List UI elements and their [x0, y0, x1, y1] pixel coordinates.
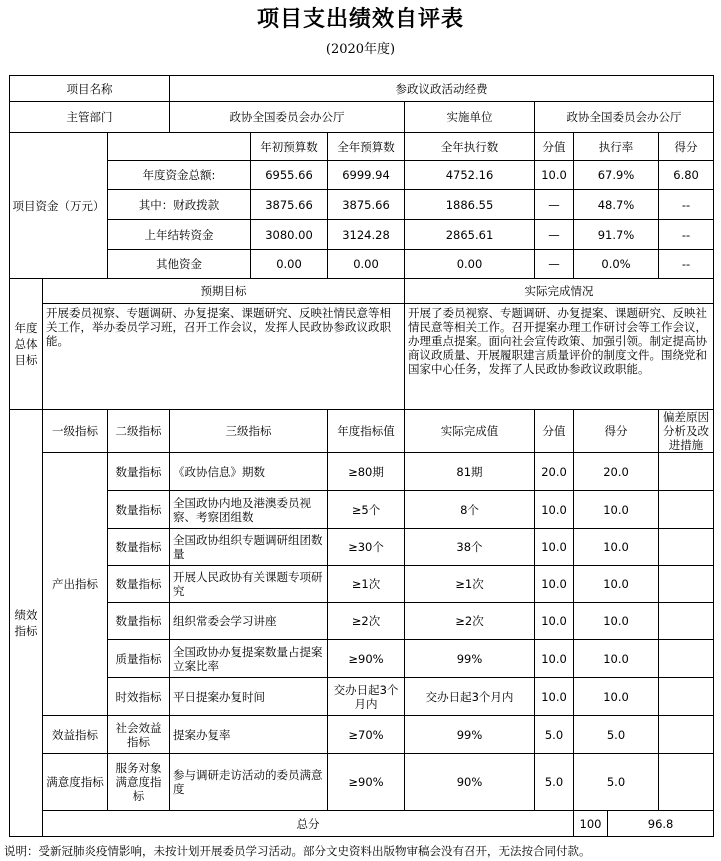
indicator-score: 10.0	[535, 603, 574, 640]
funds-cell: 3124.28	[328, 220, 405, 250]
page-title: 项目支出绩效自评表	[256, 6, 464, 32]
indicator-header: 年度指标值	[328, 410, 405, 453]
funds-row-carryover	[10, 220, 714, 250]
funds-header-row	[10, 133, 714, 161]
funds-header-initial: 年初预算数	[251, 133, 328, 161]
indicator-header: 分值	[535, 410, 574, 453]
benefit-got: 5.0	[574, 716, 659, 754]
satisfaction-deviation	[659, 754, 714, 811]
funds-row-label: 其中：财政拨款	[108, 190, 251, 220]
indicator-l2: 数量指标	[108, 529, 170, 566]
indicator-l3: 平日提案办复时间	[170, 678, 328, 716]
indicator-header: 二级指标	[108, 410, 170, 453]
indicator-section-label: 绩效指标	[10, 410, 43, 837]
benefit-target: ≥70%	[328, 716, 405, 754]
funds-cell: 91.7%	[574, 220, 659, 250]
indicator-l2: 数量指标	[108, 491, 170, 529]
benefit-actual: 99%	[405, 716, 535, 754]
goals-content-row	[10, 304, 714, 410]
goals-expected-header: 预期目标	[43, 279, 405, 304]
indicator-target: ≥5个	[328, 491, 405, 529]
indicator-got: 10.0	[574, 566, 659, 603]
indicator-target: ≥90%	[328, 640, 405, 678]
indicator-row	[10, 453, 714, 491]
indicator-l3: 组织常委会学习讲座	[170, 603, 328, 640]
indicator-got: 10.0	[574, 678, 659, 716]
indicator-l3: 开展人民政协有关课题专项研究	[170, 566, 328, 603]
indicator-row	[10, 678, 714, 716]
indicator-row	[10, 529, 714, 566]
funds-header-executed: 全年执行数	[405, 133, 535, 161]
satisfaction-target: ≥90%	[328, 754, 405, 811]
satisfaction-actual: 90%	[405, 754, 535, 811]
funds-cell: 6955.66	[251, 161, 328, 190]
dept-label: 主管部门	[10, 102, 170, 133]
indicator-actual: ≥2次	[405, 603, 535, 640]
indicator-actual: 8个	[405, 491, 535, 529]
indicator-deviation	[659, 529, 714, 566]
satisfaction-l1: 满意度指标	[43, 754, 108, 811]
indicator-target: 交办日起3个月内	[328, 678, 405, 716]
output-label: 产出指标	[43, 453, 108, 716]
indicator-got: 10.0	[574, 491, 659, 529]
funds-cell: —	[535, 220, 574, 250]
funds-cell: 3080.00	[251, 220, 328, 250]
funds-cell: 1886.55	[405, 190, 535, 220]
funds-cell: 48.7%	[574, 190, 659, 220]
indicator-got: 20.0	[574, 453, 659, 491]
indicator-l2: 时效指标	[108, 678, 170, 716]
indicator-target: ≥30个	[328, 529, 405, 566]
funds-cell: 6999.94	[328, 161, 405, 190]
indicator-score: 10.0	[535, 640, 574, 678]
indicator-header: 三级指标	[170, 410, 328, 453]
satisfaction-score: 5.0	[535, 754, 574, 811]
indicator-got: 10.0	[574, 640, 659, 678]
evaluation-table	[9, 75, 714, 837]
indicator-header: 偏差原因分析及改进措施	[659, 410, 714, 453]
total-label: 总分	[43, 811, 574, 837]
footnote: 说明：受新冠肺炎疫情影响，未按计划开展委员学习活动。部分文史资料出版物审稿会没有召开，无法按合同付款。	[4, 844, 591, 858]
indicator-header: 一级指标	[43, 410, 108, 453]
goals-section-label: 年度总体目标	[10, 279, 43, 410]
funds-cell: 4752.16	[405, 161, 535, 190]
funds-cell: 0.0%	[574, 250, 659, 279]
funds-cell: --	[659, 190, 714, 220]
indicator-score: 10.0	[535, 491, 574, 529]
funds-cell: 67.9%	[574, 161, 659, 190]
funds-header-got: 得分	[659, 133, 714, 161]
funds-cell: 0.00	[251, 250, 328, 279]
indicator-deviation	[659, 603, 714, 640]
satisfaction-got: 5.0	[574, 754, 659, 811]
unit-label: 实施单位	[405, 102, 535, 133]
funds-header-rate: 执行率	[574, 133, 659, 161]
indicator-l3: 全国政协组织专题调研组团数量	[170, 529, 328, 566]
project-name-row	[10, 76, 714, 102]
indicator-header: 实际完成值	[405, 410, 535, 453]
indicator-actual: 交办日起3个月内	[405, 678, 535, 716]
funds-row-label: 上年结转资金	[108, 220, 251, 250]
indicator-target: ≥2次	[328, 603, 405, 640]
unit-value: 政协全国委员会办公厅	[535, 102, 714, 133]
indicator-score: 10.0	[535, 529, 574, 566]
benefit-l3: 提案办复率	[170, 716, 328, 754]
dept-value: 政协全国委员会办公厅	[170, 102, 405, 133]
satisfaction-row	[10, 754, 714, 811]
indicator-actual: 81期	[405, 453, 535, 491]
total-got: 96.8	[608, 811, 714, 837]
indicator-target: ≥1次	[328, 566, 405, 603]
indicator-row	[10, 640, 714, 678]
indicator-header: 得分	[574, 410, 659, 453]
project-name-value: 参政议政活动经费	[170, 76, 714, 102]
total-score: 100	[574, 811, 608, 837]
total-row	[10, 811, 714, 837]
indicator-l3: 《政协信息》期数	[170, 453, 328, 491]
funds-row-fiscal	[10, 190, 714, 220]
indicator-l2: 数量指标	[108, 453, 170, 491]
indicator-got: 10.0	[574, 603, 659, 640]
benefit-row	[10, 716, 714, 754]
satisfaction-l2: 服务对象满意度指标	[108, 754, 170, 811]
goals-actual-text: 开展了委员视察、专题调研、办复提案、课题研究、反映社情民意等相关工作。召开提案办理工作研讨会等工作会议，办理重点提案。面向社会宣传政策、加强引领。制定提高协商议政质量、开展履职建言质量评价的制度文件。围绕党和国家中心任务，发挥了人民政协参政议政职能。	[405, 304, 714, 410]
funds-header-score: 分值	[535, 133, 574, 161]
benefit-l1: 效益指标	[43, 716, 108, 754]
indicator-l3: 全国政协办复提案数量占提案立案比率	[170, 640, 328, 678]
funds-cell: 6.80	[659, 161, 714, 190]
funds-row-label: 其他资金	[108, 250, 251, 279]
funds-header-annual: 全年预算数	[328, 133, 405, 161]
funds-row-label: 年度资金总额:	[108, 161, 251, 190]
funds-cell: 0.00	[405, 250, 535, 279]
funds-cell: 2865.61	[405, 220, 535, 250]
indicator-actual: ≥1次	[405, 566, 535, 603]
page-subtitle: (2020年度)	[325, 42, 396, 57]
indicator-header-row	[10, 410, 714, 453]
funds-cell: 3875.66	[328, 190, 405, 220]
funds-cell: 10.0	[535, 161, 574, 190]
funds-cell: —	[535, 190, 574, 220]
indicator-row	[10, 566, 714, 603]
indicator-row	[10, 491, 714, 529]
indicator-l2: 数量指标	[108, 566, 170, 603]
indicator-score: 10.0	[535, 566, 574, 603]
indicator-deviation	[659, 566, 714, 603]
indicator-score: 20.0	[535, 453, 574, 491]
project-name-label: 项目名称	[10, 76, 170, 102]
goals-expected-text: 开展委员视察、专题调研、办复提案、课题研究、反映社情民意等相关工作，举办委员学习班，召开工作会议，发挥人民政协参政议政职能。	[43, 304, 405, 410]
goals-header-row	[10, 279, 714, 304]
indicator-l2: 数量指标	[108, 603, 170, 640]
benefit-score: 5.0	[535, 716, 574, 754]
funds-header-blank	[108, 133, 251, 161]
funds-row-total	[10, 161, 714, 190]
indicator-got: 10.0	[574, 529, 659, 566]
funds-cell: 0.00	[328, 250, 405, 279]
satisfaction-l3: 参与调研走访活动的委员满意度	[170, 754, 328, 811]
indicator-actual: 99%	[405, 640, 535, 678]
indicator-score: 10.0	[535, 678, 574, 716]
benefit-deviation	[659, 716, 714, 754]
funds-cell: —	[535, 250, 574, 279]
indicator-l3: 全国政协内地及港澳委员视察、考察团组数	[170, 491, 328, 529]
funds-cell: --	[659, 220, 714, 250]
indicator-target: ≥80期	[328, 453, 405, 491]
indicator-deviation	[659, 453, 714, 491]
funds-cell: 3875.66	[251, 190, 328, 220]
department-row	[10, 102, 714, 133]
funds-row-other	[10, 250, 714, 279]
indicator-deviation	[659, 678, 714, 716]
indicator-deviation	[659, 491, 714, 529]
indicator-row	[10, 603, 714, 640]
indicator-actual: 38个	[405, 529, 535, 566]
benefit-l2: 社会效益指标	[108, 716, 170, 754]
funds-section-label: 项目资金（万元）	[10, 133, 108, 279]
goals-actual-header: 实际完成情况	[405, 279, 714, 304]
funds-cell: --	[659, 250, 714, 279]
indicator-deviation	[659, 640, 714, 678]
indicator-l2: 质量指标	[108, 640, 170, 678]
